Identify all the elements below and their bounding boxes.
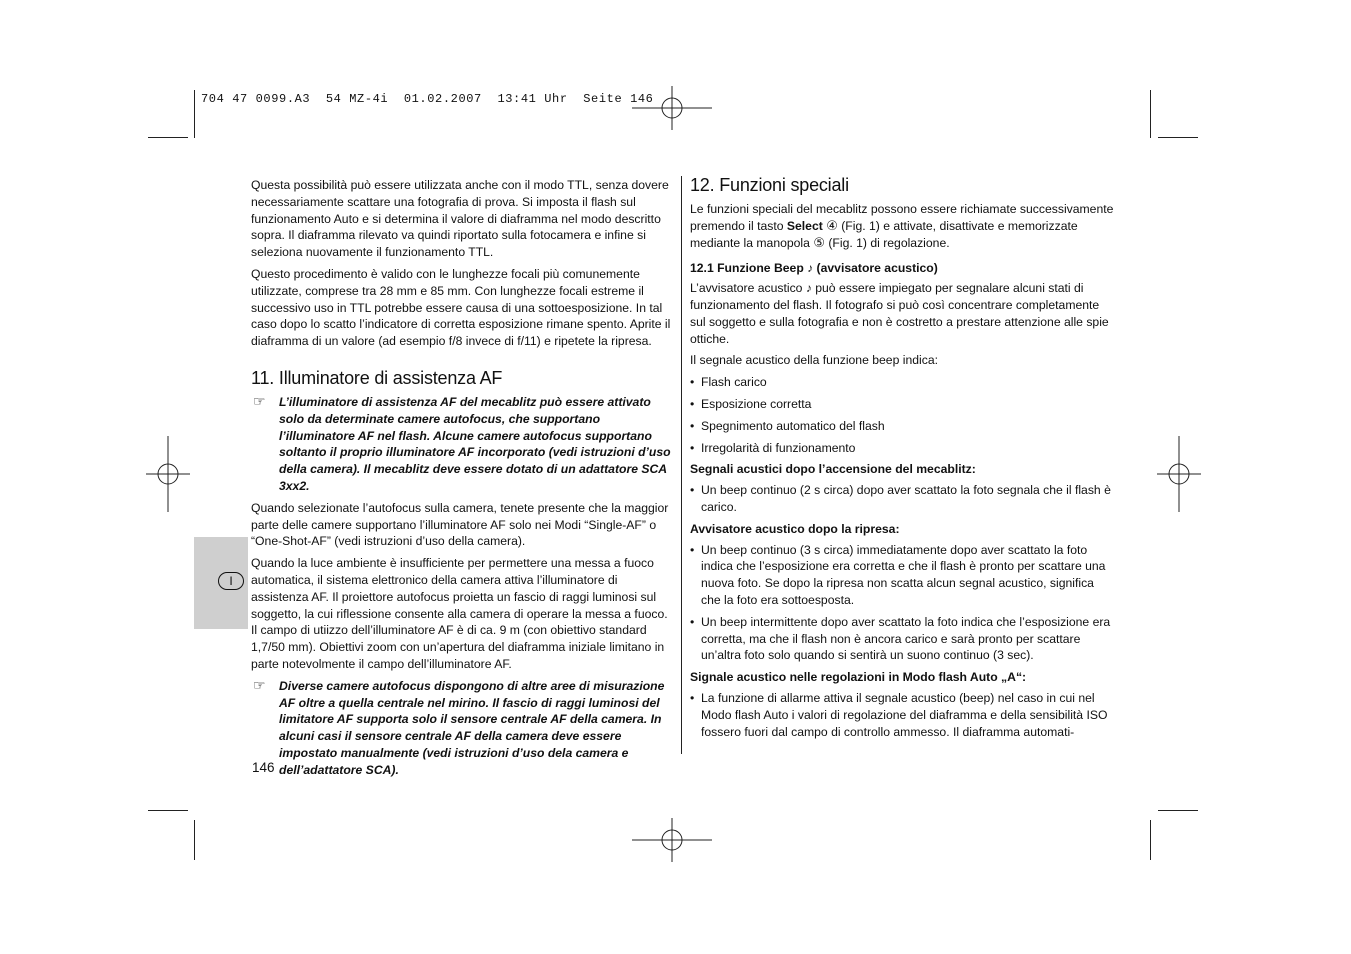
subheading: Segnali acustici dopo l’accensione del mecablitz: xyxy=(690,462,976,477)
crop-mark xyxy=(1158,810,1198,811)
list-item: • Un beep intermittente dopo aver scattato la foto indica che l’esposizione era corretta, ma che il flash non è ancora carico e sarà pronto per scattare un’altra foto solo quando si sentirà un suono continuo (3 sec). xyxy=(690,614,1114,664)
left-column xyxy=(251,177,675,784)
column-divider xyxy=(681,176,682,754)
text-run: Le funzioni speciali del mecablitz possono essere richiamate successivamente premendo il tasto xyxy=(690,202,1114,233)
note-text: Diverse camere autofocus dispongono di altre aree di misurazione AF oltre a quella centrale nel mirino. Il fascio di raggi luminosi del limitatore AF supporta solo il sensore centrale AF della camera. In alcuni casi il sensore centrale AF della camera deve essere impostato manualmente (vedi istruzioni d’uso dela camera e dell’adattatore SCA). xyxy=(279,678,665,777)
note-block xyxy=(251,678,675,779)
list-item: • Irregolarità di funzionamento xyxy=(690,440,1114,457)
registration-mark-icon xyxy=(632,818,712,862)
paragraph: Questo procedimento è valido con le lunghezze focali più comunemente utilizzate, comprese tra 28 mm e 85 mm. Con lunghezze focali estreme il successivo uso in TTL potrebbe essere causa di una sottoesposizione. In tal caso dopo lo scatto l’indicatore di corretta esposizione rimane spento. Aprite il diaframma di un valore (ad esempio f/8 invece di f/11) e ripetete la ripresa. xyxy=(251,266,671,349)
section-heading: 12. Funzioni speciali xyxy=(690,175,849,195)
list-item: • Un beep continuo (3 s circa) immediatamente dopo aver scattato la foto indica che l’esposizione era corretta e che il flash è pronto per scattare una nuova foto. Se dopo la ripresa non scatta alcun segnal acustico, significa che la foto era sottoesposta. xyxy=(690,542,1114,609)
pointing-hand-icon: ☞ xyxy=(253,392,266,409)
text-run: può essere impiegato per segnalare alcuni stati di funzionamento del flash. Il fotografo si può così concentrare completamente sul soggetto e sulla fotografia e non è costretto a prestare attenzione alle spie ottiche. xyxy=(690,281,1109,346)
paragraph: Questa possibilità può essere utilizzata anche con il modo TTL, senza dovere necessariamente scattare una fotografia di prova. Si imposta il flash sul funzionamento Auto e si determina il valore di diaframma nel modo descritto sopra. Il diaframma rilevato va quindi riportato sulla fotocamera e infine si seleziona nuovamente il funzionamento TTL. xyxy=(251,178,669,260)
note-text: L’illuminatore di assistenza AF del mecablitz può essere attivato solo da determinate camere autofocus, che supportano l’illuminatore AF nel flash. Alcune camere autofocus supportano soltanto il proprio illuminatore AF incorporato (vedi istruzioni d’uso della camera). Il mecablitz deve essere dotato di un adattatore SCA 3xx2. xyxy=(279,394,671,493)
circled-number: ⑤ xyxy=(813,234,825,250)
list-item: • Spegnimento automatico del flash xyxy=(690,418,1114,435)
crop-mark xyxy=(1150,90,1151,138)
crop-mark xyxy=(194,820,195,860)
crop-mark xyxy=(148,810,188,811)
language-badge: I xyxy=(218,572,244,590)
list-item: • Flash carico xyxy=(690,374,1114,391)
beep-icon: ♪ xyxy=(807,261,814,276)
crop-mark xyxy=(148,137,188,138)
page-number: 146 xyxy=(252,760,275,775)
list-item: • La funzione di allarme attiva il segnale acustico (beep) nel caso in cui nel Modo flash Auto i valori di regolazione del diaframma e della sensibilità ISO fossero fuori dal campo di controllo ammesso. Il diaframma automati- xyxy=(690,690,1114,740)
text-run: (avvisatore acustico) xyxy=(813,261,938,276)
registration-mark-icon xyxy=(1157,436,1201,512)
subsection-heading xyxy=(690,260,1114,277)
text-run: (Fig. 1) di regolazione. xyxy=(824,235,950,250)
crop-mark xyxy=(1150,820,1151,860)
paragraph: Quando la luce ambiente è insufficiente per permettere una messa a fuoco automatica, il sistema elettronico della camera attiva l’illuminatore di assistenza AF. Il proiettore autofocus proietta un fascio di raggi luminosi sul soggetto, la cui riflessione consente alla camera di operare la messa a fuoco. Il campo di utiizzo dell’illuminatore AF è di ca. 9 m (con obiettivo standard 1,7/50 mm). Obiettivi zoom con un’apertura del diaframma iniziale limitano in parte notevolmente il campo dell’illuminatore AF. xyxy=(251,556,668,671)
paragraph xyxy=(690,201,1114,251)
select-key-label: Select xyxy=(786,218,823,233)
print-header: 704 47 0099.A3 54 MZ-4i 01.02.2007 13:41 Uhr Seite 146 xyxy=(201,92,654,106)
text-run: 12.1 Funzione Beep xyxy=(690,261,808,276)
text-run: L’avvisatore acustico xyxy=(690,281,806,296)
crop-mark xyxy=(1158,137,1198,138)
paragraph: Quando selezionate l’autofocus sulla camera, tenete presente che la maggior parte delle camere supportano l’illuminatore AF solo nei Modi “Single-AF” o “One-Shot-AF” (vedi istruzioni d’uso della camera). xyxy=(251,500,669,549)
paragraph xyxy=(690,280,1114,347)
crop-mark xyxy=(194,90,195,138)
circled-number: ④ xyxy=(826,217,838,233)
note-block xyxy=(251,394,675,495)
list-item: • Un beep continuo (2 s circa) dopo aver scattato la foto segnala che il flash è carico. xyxy=(690,482,1114,516)
beep-icon: ♪ xyxy=(805,281,812,296)
right-column xyxy=(690,173,1114,745)
pointing-hand-icon: ☞ xyxy=(253,676,266,693)
text-run: (Fig. 1) e attivate, disattivate e memorizzate mediante la manopola xyxy=(690,218,1078,250)
paragraph: Il segnale acustico della funzione beep indica: xyxy=(690,353,938,368)
subheading: Signale acustico nelle regolazioni in Modo flash Auto „A“: xyxy=(690,670,1027,685)
registration-mark-icon xyxy=(146,436,190,512)
subheading: Avvisatore acustico dopo la ripresa: xyxy=(690,521,900,536)
section-heading: 11. Illuminatore di assistenza AF xyxy=(251,367,503,388)
list-item: • Esposizione corretta xyxy=(690,396,1114,413)
